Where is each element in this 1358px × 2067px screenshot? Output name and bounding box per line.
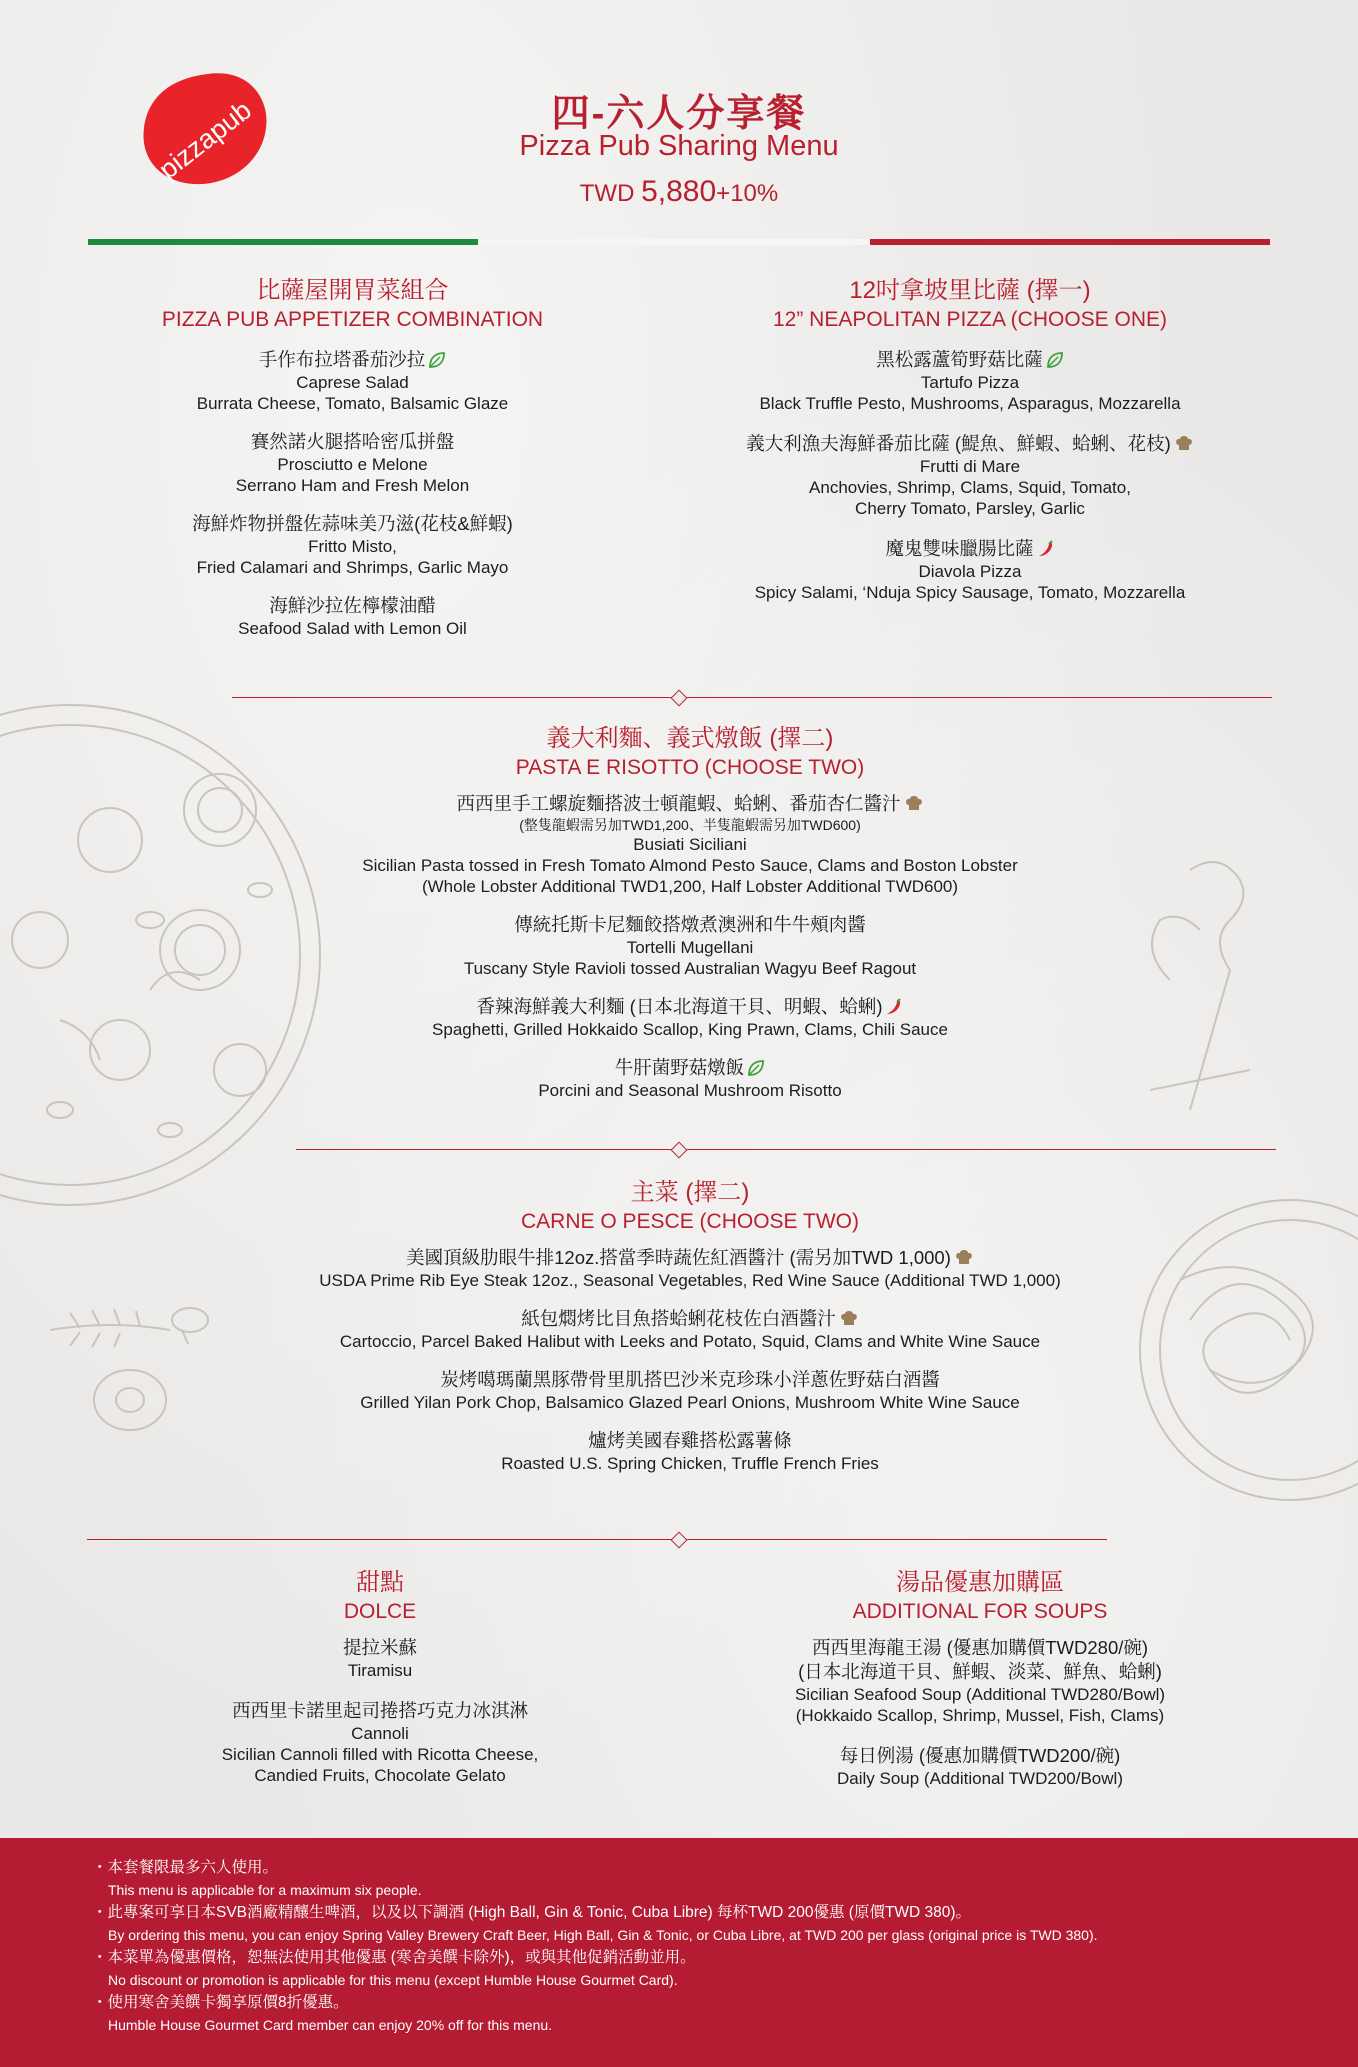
- item-name-en: Daily Soup (Additional TWD200/Bowl): [837, 1769, 1123, 1788]
- item-desc-en: (Whole Lobster Additional TWD1,200, Half Lobster Additional TWD600): [421, 877, 959, 896]
- leaf-icon: [428, 351, 446, 369]
- item-desc-en: Cherry Tomato, Parsley, Garlic: [855, 499, 1085, 518]
- item-name-en: Grilled Yilan Pork Chop, Balsamico Glazed Pearl Onions, Mushroom White Wine Sauce: [360, 1393, 1020, 1412]
- section-title-en: 12” NEAPOLITAN PIZZA (CHOOSE ONE): [772, 308, 1168, 331]
- section-title-en: PASTA E RISOTTO (CHOOSE TWO): [515, 756, 865, 779]
- item-name-zh: 黑松露蘆筍野菇比薩: [876, 349, 1043, 370]
- menu-item: [700, 432, 1240, 519]
- item-name-zh: 爐烤美國春雞搭松露薯條: [588, 1430, 792, 1451]
- item-name-en: Busiati Siciliani: [633, 835, 747, 854]
- price-value: 5,880: [641, 175, 717, 208]
- menu-item: [180, 1636, 580, 1681]
- menu-item: [280, 792, 1100, 897]
- item-desc-en: (Hokkaido Scallop, Shrimp, Mussel, Fish, Clams): [795, 1706, 1165, 1725]
- price-suffix: +10%: [716, 180, 779, 207]
- leaf-icon: [1046, 351, 1064, 369]
- appetizer-section: [100, 276, 605, 639]
- term-en: No discount or promotion is applicable for this menu (except Humble House Gourmet Card).: [108, 1972, 678, 1988]
- item-desc-en: Serrano Ham and Fresh Melon: [235, 476, 470, 495]
- item-name-en: Frutti di Mare: [919, 457, 1021, 476]
- item-name-zh: 炭烤噶瑪蘭黑豚帶骨里肌搭巴沙米克珍珠小洋蔥佐野菇白酒醬: [440, 1369, 940, 1390]
- item-note-zh: (整隻龍蝦需另加TWD1,200、半隻龍蝦需另加TWD600): [519, 817, 861, 833]
- menu-item: [100, 430, 605, 496]
- section-title-zh: 主菜 (擇二): [630, 1179, 750, 1206]
- term-en: Humble House Gourmet Card member can enjoy 20% off for this menu.: [108, 2017, 553, 2033]
- section-divider: [296, 1149, 1276, 1150]
- section-title-en: PIZZA PUB APPETIZER COMBINATION: [161, 308, 544, 331]
- item-name-en: Tartufo Pizza: [920, 373, 1020, 392]
- item-name-en: Cartoccio, Parcel Baked Halibut with Leeks and Potato, Squid, Clams and White Wine Sauce: [339, 1332, 1041, 1351]
- menu-item: [100, 594, 605, 639]
- item-desc-en: Tuscany Style Ravioli tossed Australian Wagyu Beef Ragout: [463, 959, 917, 978]
- menu-item: [230, 1429, 1150, 1474]
- term-zh: ・此專案可享日本SVB酒廠精釀生啤酒，以及以下調酒 (High Ball, Gin & Tonic, Cuba Libre) 每杯TWD 200優惠 (原價TWD 380)。: [92, 1904, 972, 1921]
- soups-section: [740, 1568, 1220, 1789]
- dolce-section: [180, 1568, 580, 1786]
- term-zh: ・本菜單為優惠價格，恕無法使用其他優惠 (寒舍美饌卡除外)，或與其他促銷活動並用。: [92, 1949, 696, 1966]
- term-zh: ・使用寒舍美饌卡獨享原價8折優惠。: [92, 1994, 349, 2011]
- item-name-en: Diavola Pizza: [918, 562, 1022, 581]
- item-name-en: Cannoli: [351, 1724, 409, 1743]
- term-en: By ordering this menu, you can enjoy Spring Valley Brewery Craft Beer, High Ball, Gin & Tonic, or Cuba Libre, at TWD 200 per glass (original price is TWD 380).: [108, 1927, 1098, 1943]
- item-desc-en: Black Truffle Pesto, Mushrooms, Asparagus, Mozzarella: [759, 394, 1181, 413]
- menu-title-zh: 四-六人分享餐: [551, 93, 807, 135]
- menu-item: [100, 512, 605, 578]
- section-title-en: DOLCE: [343, 1600, 417, 1623]
- item-name-en: Prosciutto e Melone: [277, 455, 428, 474]
- item-name-zh: 牛肝菌野菇燉飯: [614, 1057, 745, 1078]
- item-name-zh: 賽然諾火腿搭哈密瓜拼盤: [250, 431, 455, 452]
- main-course-section: [230, 1178, 1150, 1474]
- item-name-zh: 海鮮沙拉佐檸檬油醋: [269, 595, 436, 616]
- menu-item: [180, 1699, 580, 1786]
- pasta-section: [280, 724, 1100, 1101]
- item-desc-en: Sicilian Pasta tossed in Fresh Tomato Almond Pesto Sauce, Clams and Boston Lobster: [362, 856, 1018, 875]
- item-name-en: Roasted U.S. Spring Chicken, Truffle French Fries: [501, 1454, 879, 1473]
- chef-hat-icon: [904, 793, 924, 813]
- item-name-en: Spaghetti, Grilled Hokkaido Scallop, King Prawn, Clams, Chili Sauce: [432, 1020, 948, 1039]
- term-zh: ・本套餐限最多六人使用。: [92, 1859, 279, 1876]
- item-name-zh: 紙包燜烤比目魚搭蛤蜊花枝佐白酒醬汁: [521, 1308, 836, 1329]
- menu-item: [230, 1368, 1150, 1413]
- menu-item: [280, 1056, 1100, 1101]
- item-name-en: Sicilian Seafood Soup (Additional TWD280/Bowl): [794, 1685, 1166, 1704]
- item-name-zh: 西西里海龍王湯 (優惠加購價TWD280/碗): [811, 1637, 1149, 1658]
- item-name-zh: 西西里卡諾里起司捲搭巧克力冰淇淋: [231, 1700, 528, 1721]
- menu-item: [100, 348, 605, 414]
- item-desc-en: Candied Fruits, Chocolate Gelato: [254, 1766, 506, 1785]
- item-name-en: Fritto Misto,: [308, 537, 397, 556]
- menu-item: [700, 348, 1240, 414]
- menu-item: [740, 1744, 1220, 1789]
- item-name-en: Porcini and Seasonal Mushroom Risotto: [538, 1081, 842, 1100]
- term-en: This menu is applicable for a maximum six people.: [108, 1882, 422, 1898]
- item-desc-en: Burrata Cheese, Tomato, Balsamic Glaze: [196, 394, 509, 413]
- item-name-zh: 傳統托斯卡尼麵餃搭燉煮澳洲和牛牛頰肉醬: [514, 914, 866, 935]
- menu-item: [700, 537, 1240, 603]
- pizza-section: [700, 276, 1240, 603]
- item-desc-zh: (日本北海道干貝、鮮蝦、淡菜、鮮魚、蛤蜊): [798, 1661, 1162, 1682]
- section-title-zh: 比薩屋開胃菜組合: [256, 277, 449, 304]
- item-name-zh: 西西里手工螺旋麵搭波士頓龍蝦、蛤蜊、番茄杏仁醬汁: [456, 793, 901, 814]
- item-name-zh: 海鮮炸物拼盤佐蒜味美乃滋(花枝&鮮蝦): [192, 513, 513, 534]
- section-title-en: CARNE O PESCE (CHOOSE TWO): [521, 1210, 859, 1233]
- item-desc-en: Spicy Salami, ‘Nduja Spicy Sausage, Tomato, Mozzarella: [754, 583, 1186, 602]
- item-desc-en: Sicilian Cannoli filled with Ricotta Cheese,: [221, 1745, 539, 1764]
- menu-item: [740, 1636, 1220, 1726]
- item-name-en: Seafood Salad with Lemon Oil: [238, 619, 467, 638]
- section-title-zh: 甜點: [356, 1569, 404, 1596]
- item-name-zh: 提拉米蘇: [342, 1637, 417, 1658]
- flag-stripe-red: [870, 239, 1270, 245]
- item-name-en: Tiramisu: [347, 1661, 413, 1680]
- item-desc-en: Anchovies, Shrimp, Clams, Squid, Tomato,: [809, 478, 1131, 497]
- item-name-en: Tortelli Mugellani: [626, 938, 754, 957]
- menu-item: [280, 995, 1100, 1040]
- terms-list: [92, 1856, 1332, 2036]
- section-title-zh: 湯品優惠加購區: [896, 1569, 1064, 1596]
- menu-item: [230, 1246, 1150, 1291]
- menu-price: [0, 175, 1358, 209]
- item-name-zh: 手作布拉塔番茄沙拉: [258, 349, 426, 370]
- chili-icon: [885, 998, 903, 1016]
- item-name-zh: 香辣海鮮義大利麵 (日本北海道干貝、明蝦、蛤蜊): [476, 996, 883, 1017]
- flag-stripe-white: [478, 239, 870, 245]
- terms-footer: [0, 1838, 1358, 2067]
- menu-title-en: Pizza Pub Sharing Menu: [519, 130, 839, 162]
- section-title-zh: 義大利麵、義式燉飯 (擇二): [546, 725, 834, 752]
- section-divider: [87, 1539, 1107, 1540]
- item-name-zh: 美國頂級肋眼牛排12oz.搭當季時蔬佐紅酒醬汁 (需另加TWD 1,000): [406, 1247, 951, 1268]
- chef-hat-icon: [954, 1247, 974, 1267]
- item-name-zh: 魔鬼雙味臘腸比薩: [885, 538, 1034, 559]
- price-currency: TWD: [579, 180, 635, 207]
- flag-stripe-green: [88, 239, 478, 245]
- menu-item: [230, 1307, 1150, 1352]
- item-name-en: Caprese Salad: [296, 373, 409, 392]
- svg-text:pizzapub: pizzapub: [153, 94, 257, 186]
- section-title-en: ADDITIONAL FOR SOUPS: [852, 1600, 1108, 1623]
- leaf-icon: [747, 1059, 765, 1077]
- menu-item: [280, 913, 1100, 979]
- item-desc-en: Fried Calamari and Shrimps, Garlic Mayo: [196, 558, 509, 577]
- chef-hat-icon: [1174, 433, 1194, 453]
- item-name-zh: 每日例湯 (優惠加購價TWD200/碗): [839, 1745, 1121, 1766]
- item-name-zh: 義大利漁夫海鮮番茄比薩 (鯷魚、鮮蝦、蛤蜊、花枝): [746, 433, 1171, 454]
- section-title-zh: 12吋拿坡里比薩 (擇一): [849, 277, 1091, 304]
- chili-icon: [1037, 540, 1055, 558]
- section-divider: [232, 697, 1272, 698]
- item-name-en: USDA Prime Rib Eye Steak 12oz., Seasonal Vegetables, Red Wine Sauce (Additional TWD 1,000): [319, 1271, 1061, 1290]
- chef-hat-icon: [839, 1308, 859, 1328]
